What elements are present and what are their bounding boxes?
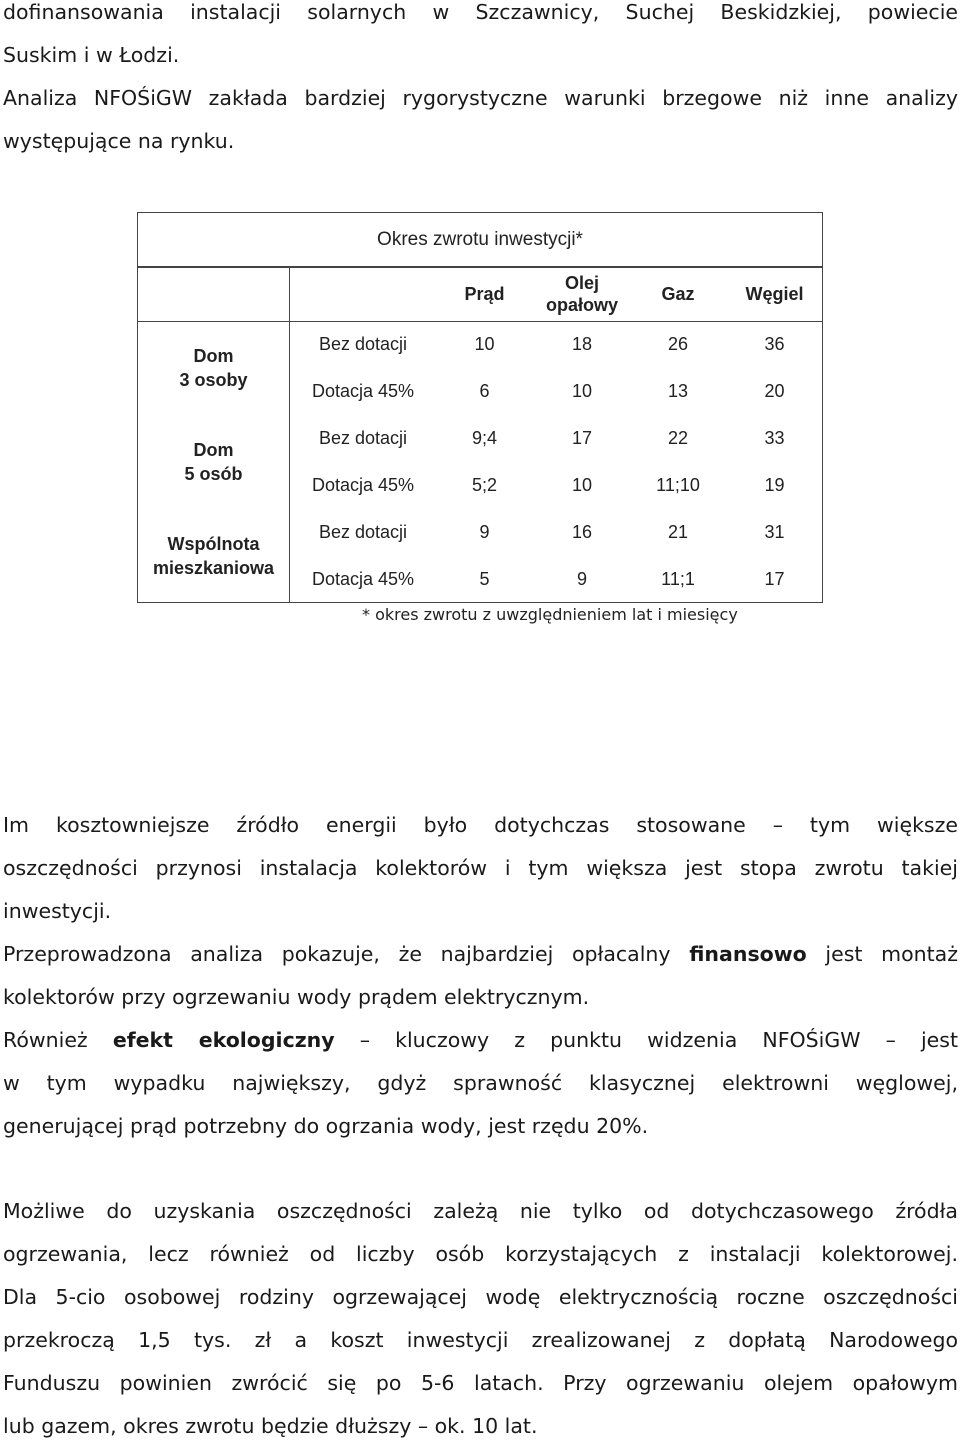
p4-line-6: lub gazem, okres zwrotu będzie dłuższy – ok. 10 lat.	[3, 1414, 538, 1438]
intro-line-2: Suskim i w Łodzi.	[3, 43, 180, 67]
row-name: Dotacja 45%	[311, 569, 415, 589]
p2-text-post: jest montaż	[806, 942, 958, 966]
table-footnote: * okres zwrotu z uwzględnieniem lat i miesięcy	[362, 605, 738, 624]
row-value: 22	[667, 428, 689, 448]
group-label-2-line2: 5 osób	[184, 464, 243, 484]
p2-text-bold: finansowo	[689, 942, 807, 966]
group-values-column	[288, 320, 823, 603]
row-value: 11;1	[661, 569, 695, 589]
table-title: Okres zwrotu inwestycji*	[377, 229, 583, 250]
p3-line-3: generującej prąd potrzebny do ogrzania wody, jest rzędu 20%.	[3, 1114, 649, 1138]
col-header-prad: Prąd	[464, 284, 505, 304]
row-value: 10	[571, 475, 593, 495]
intro-line-3: Analiza NFOŚiGW zakłada bardziej rygorystyczne warunki brzegowe niż inne analizy	[3, 86, 958, 110]
row-name: Bez dotacji	[318, 334, 408, 354]
group-label-3-line1: Wspólnota	[167, 534, 260, 554]
intro-line-1: dofinansowania instalacji solarnych w Szczawnicy, Suchej Beskidzkiej, powiecie	[3, 0, 958, 24]
row-value: 9;4	[471, 428, 498, 448]
row-value: 20	[764, 381, 785, 401]
row-name: Bez dotacji	[318, 522, 408, 542]
col-header-olej: Olej opałowy	[545, 273, 618, 315]
row-value: 5;2	[471, 475, 498, 495]
p2-line-1	[3, 942, 958, 966]
row-name: Bez dotacji	[318, 428, 408, 448]
row-value: 21	[667, 522, 689, 542]
p1-line-1: Im kosztowniejsze źródło energii było dotychczas stosowane – tym większe	[3, 813, 958, 837]
row-value: 16	[571, 522, 593, 542]
row-value: 18	[571, 334, 593, 354]
p3-text-bold: efekt ekologiczny	[112, 1028, 335, 1052]
p3-line-1	[3, 1028, 958, 1052]
p4-line-5: Funduszu powinien zwrócić się po 5-6 latach. Przy ogrzewaniu olejem opałowym	[3, 1371, 958, 1395]
row-value: 9	[576, 569, 587, 589]
group-label-3-line2: mieszkaniowa	[152, 558, 275, 578]
header-empty-cell	[137, 266, 290, 322]
row-name: Dotacja 45%	[311, 475, 415, 495]
row-value: 33	[764, 428, 785, 448]
row-name: Dotacja 45%	[311, 381, 415, 401]
p2-text-pre: Przeprowadzona analiza pokazuje, że najbardziej opłacalny	[3, 942, 690, 966]
row-value: 6	[479, 381, 490, 401]
group-label-1-line1: Dom	[193, 346, 234, 366]
row-value: 26	[667, 334, 689, 354]
row-value: 10	[474, 334, 495, 354]
col-header-wegiel: Węgiel	[745, 284, 804, 304]
row-value: 11;10	[656, 475, 700, 495]
row-value: 36	[764, 334, 785, 354]
p1-line-2: oszczędności przynosi instalacja kolektorów i tym większa jest stopa zwrotu takiej	[3, 856, 958, 880]
row-value: 5	[479, 569, 490, 589]
row-value: 9	[479, 522, 490, 542]
p4-line-4: przekroczą 1,5 tys. zł a koszt inwestycji zrealizowanej z dopłatą Narodowego	[3, 1328, 958, 1352]
group-label-2-line1: Dom	[193, 440, 234, 460]
intro-line-4: występujące na rynku.	[3, 129, 235, 153]
row-value: 31	[764, 522, 785, 542]
row-value: 10	[571, 381, 593, 401]
group-label-1-line2: 3 osoby	[179, 370, 248, 390]
p4-line-3: Dla 5-cio osobowej rodziny ogrzewającej wodę elektrycznością roczne oszczędności	[3, 1285, 958, 1309]
p2-line-2: kolektorów przy ogrzewaniu wody prądem elektrycznym.	[3, 985, 590, 1009]
row-value: 17	[764, 569, 785, 589]
p1-line-3: inwestycji.	[3, 899, 112, 923]
row-value: 13	[667, 381, 689, 401]
col-header-gaz: Gaz	[661, 284, 695, 304]
row-value: 19	[764, 475, 785, 495]
p4-line-1: Możliwe do uzyskania oszczędności zależą nie tylko od dotychczasowego źródła	[3, 1199, 958, 1223]
row-value: 17	[571, 428, 593, 448]
p4-line-2: ogrzewania, lecz również od liczby osób korzystających z instalacji kolektorowej.	[3, 1242, 958, 1266]
p3-text-pre: Również	[3, 1028, 113, 1052]
p3-line-2: w tym wypadku największy, gdyż sprawność klasycznej elektrowni węglowej,	[3, 1071, 958, 1095]
p3-text-post: – kluczowy z punktu widzenia NFOŚiGW – jest	[334, 1028, 959, 1052]
